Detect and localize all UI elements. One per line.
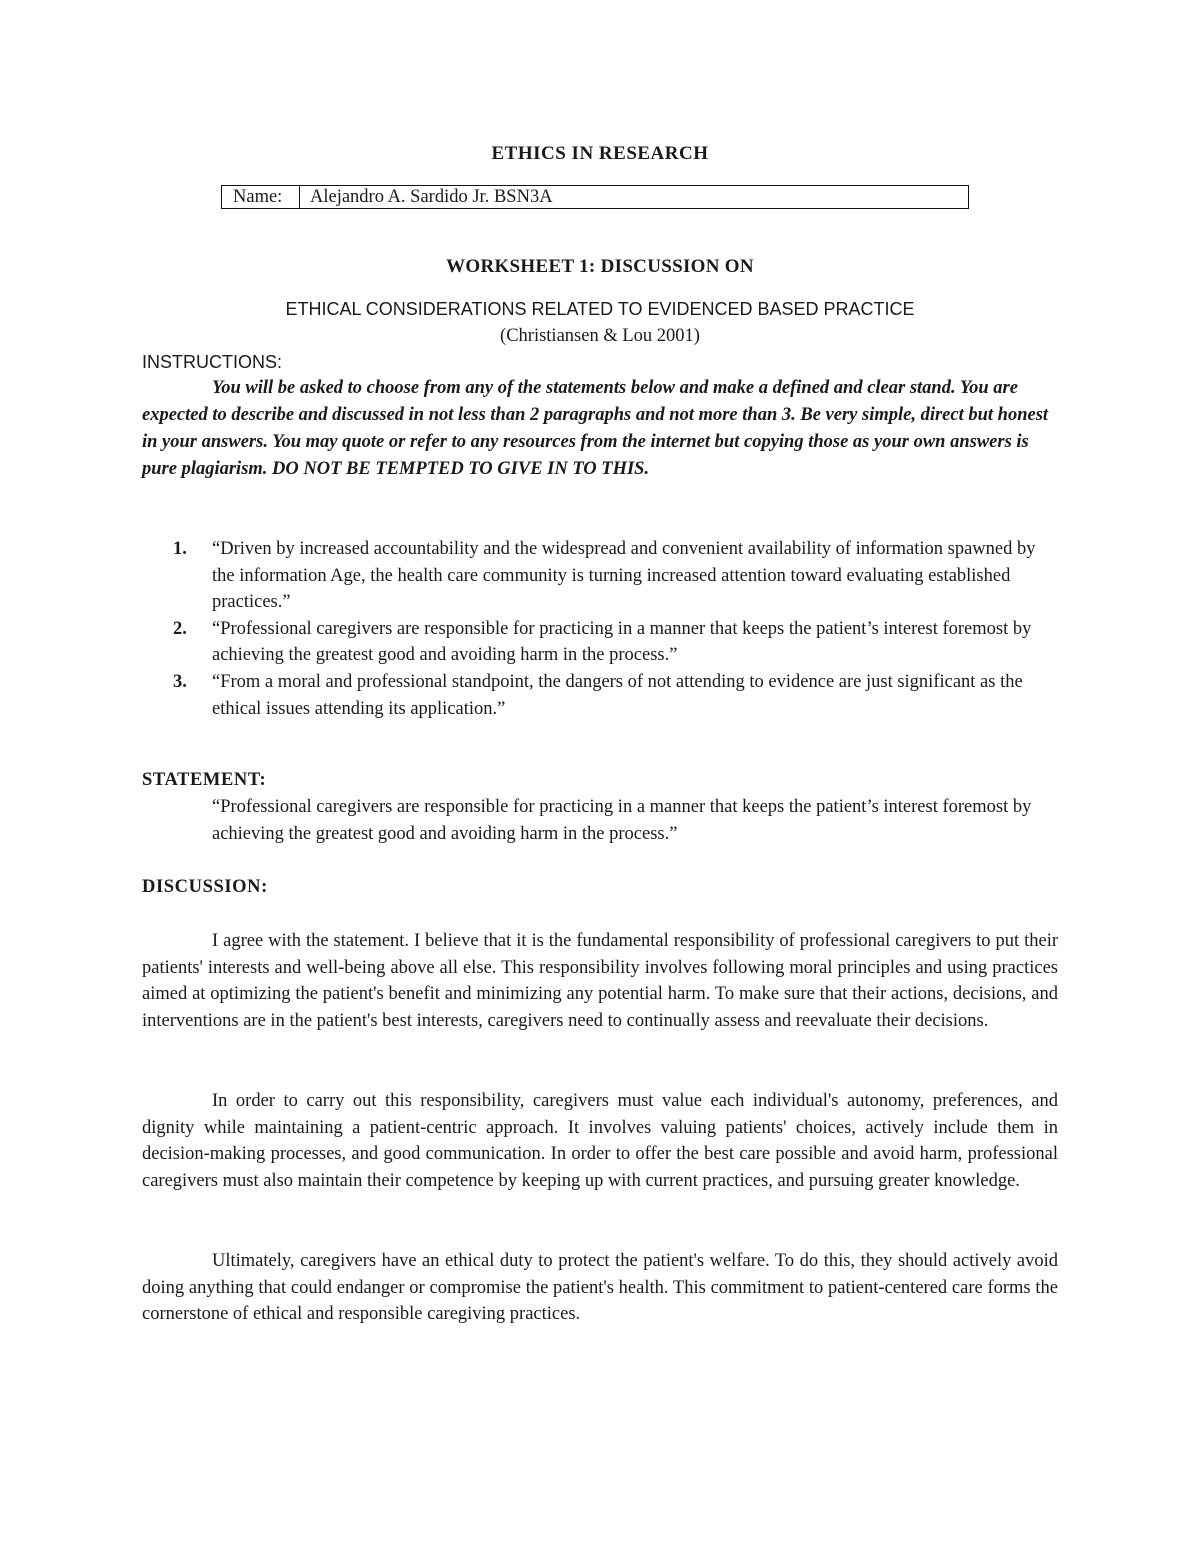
discussion-heading: DISCUSSION: [142,877,268,897]
discussion-paragraph: In order to carry out this responsibility, caregivers must value each individual's autonomy, preferences, and dignity while maintaining a patient-centric approach. It involves valuing patients' choices, actively include them in decision-making processes, and good communication. In order to offer the best care possible and avoid harm, professional caregivers must also maintain their competence by keeping up with current practices, and pursuing greater knowledge. [142,1091,1058,1191]
statement-text: “Driven by increased accountability and the widespread and convenient availability of information spawned by the information Age, the health care community is turning increased attention toward evaluating established practices.” [212,539,1036,613]
citation: (Christiansen & Lou 2001) [500,326,700,346]
discussion-paragraph: Ultimately, caregivers have an ethical duty to protect the patient's welfare. To do this, they should actively avoid doing anything that could endanger or compromise the patient's health. This commitment to patient-centered care forms the cornerstone of ethical and responsible caregiving practices. [142,1251,1058,1325]
instructions-text: You will be asked to choose from any of the statements below and make a defined and clear stand. You are expected to describe and discussed in not less than 2 paragraphs and not more than 3. Be very simple, direct but honest in your answers. You may quote or refer to any resources from the internet but copying those as your own answers is pure plagiarism. DO NOT BE TEMPTED TO GIVE IN TO THIS. [142,378,1049,479]
statement-number: 1. [173,539,187,559]
statement-item [142,669,1058,722]
instructions-label: INSTRUCTIONS: [142,352,283,372]
name-value: Alejandro A. Sardido Jr. BSN3A [310,187,553,207]
discussion-paragraph: I agree with the statement. I believe that it is the fundamental responsibility of professional caregivers to put their patients' interests and well-being above all else. This responsibility involves following moral principles and using practices aimed at optimizing the patient's benefit and minimizing any potential harm. To make sure that their actions, decisions, and interventions are in the patient's best interests, caregivers need to continually assess and reevaluate their decisions. [142,931,1058,1031]
statement-heading: STATEMENT: [142,770,267,790]
statement-text: “From a moral and professional standpoint, the dangers of not attending to evidence are just significant as the ethical issues attending its application.” [212,671,1023,719]
document-title: ETHICS IN RESEARCH [491,143,709,164]
statement-number: 2. [173,618,187,639]
statement-number: 3. [173,671,187,692]
statement-item [142,616,1058,669]
statement-list [142,536,1058,722]
chosen-statement: “Professional caregivers are responsible for practicing in a manner that keeps the patient’s interest foremost by achieving the greatest good and avoiding harm in the process.” [212,797,1032,844]
name-label: Name: [222,186,300,208]
worksheet-subtitle: ETHICAL CONSIDERATIONS RELATED TO EVIDENCED BASED PRACTICE [285,299,915,319]
statement-text: “Professional caregivers are responsible for practicing in a manner that keeps the patient’s interest foremost by achieving the greatest good and avoiding harm in the process.” [212,618,1032,666]
worksheet-title: WORKSHEET 1: DISCUSSION ON [446,256,754,277]
name-table [221,185,969,209]
statement-item [142,536,1058,616]
